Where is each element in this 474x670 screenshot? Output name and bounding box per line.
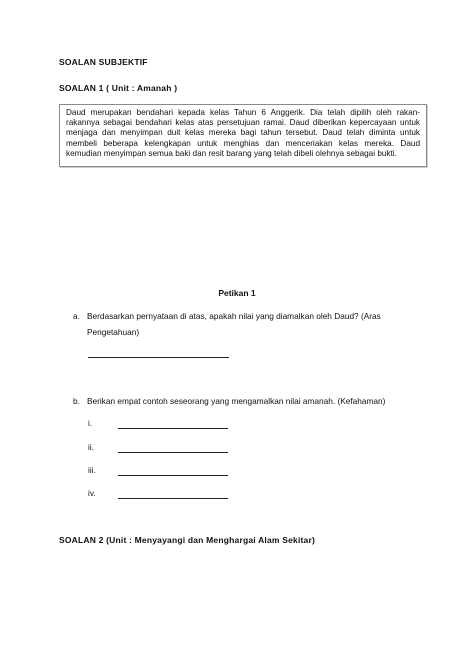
- passage-caption: Petikan 1: [218, 288, 256, 298]
- question1-title: SOALAN 1 ( Unit : Amanah ): [59, 83, 178, 93]
- section-heading: SOALAN SUBJEKTIF: [59, 57, 148, 67]
- answer-line-b4[interactable]: [118, 498, 228, 499]
- question-b-text: Berikan empat contoh seseorang yang mengamalkan nilai amanah. (Kefahaman): [87, 396, 386, 406]
- question-b-letter: b.: [73, 396, 80, 406]
- answer-line-a[interactable]: [88, 357, 229, 358]
- answer-line-b3[interactable]: [118, 475, 228, 476]
- passage-box: Daud merupakan bendahari kepada kelas Tahun 6 Anggerik. Dia telah dipilih oleh rakan-rakannya sebagai bendahari kelas atas persetujuan ramai. Daud diberikan kepercayaan untuk menjaga dan menyimpan duit kelas mereka bagi tahun tersebut. Daud telah diminta untuk membeli beberapa kelengkapan untuk menghias dan menceriakan kelas mereka. Daud kemudian menyimpan semua baki dan resit barang yang telah dibeli olehnya sebagai bukti.: [59, 104, 427, 167]
- question-a-text: Berdasarkan pernyataan di atas, apakah nilai yang diamalkan oleh Daud? (Aras Pengetahuan): [87, 311, 381, 337]
- answer-line-b2[interactable]: [118, 452, 228, 453]
- question-a-letter: a.: [73, 311, 80, 321]
- answer-item-label: iv.: [88, 489, 96, 498]
- answer-item-label: ii.: [88, 443, 94, 452]
- question-a: [73, 308, 413, 340]
- answer-item-label: iii.: [88, 466, 96, 475]
- answer-item-label: i.: [88, 419, 93, 428]
- question2-title: SOALAN 2 (Unit : Menyayangi dan Menghargai Alam Sekitar): [59, 535, 316, 545]
- answer-line-b1[interactable]: [118, 428, 228, 429]
- question-b: [73, 393, 413, 409]
